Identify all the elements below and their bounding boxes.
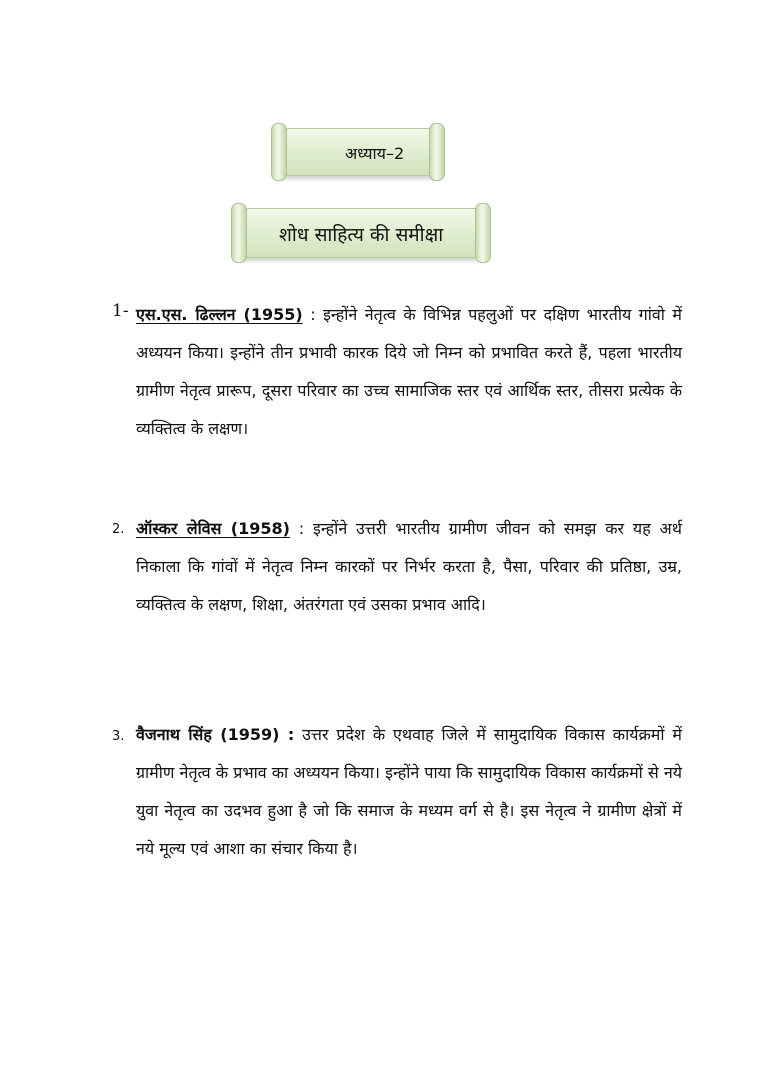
entry-text: : इन्होंने नेतृत्व के विभिन्न पहलुओं पर दक्षिण भारतीय गांवो में अध्ययन किया। इन्होंने तीन प्रभावी कारक दिये जो निम्न को प्रभावित करते हैं, पहला भारतीय ग्रामीण नेतृत्व प्रारूप, दूसरा परिवार का उच्च सामाजिक स्तर एवं आर्थिक स्तर, तीसरा प्रत्येक के व्यक्तित्व के लक्षण। xyxy=(136,305,682,438)
entry-paragraph xyxy=(136,716,682,868)
entry-text: : इन्होंने उत्तरी भारतीय ग्रामीण जीवन को समझ कर यह अर्थ निकाला कि गांवों में नेतृत्व निम्न कारकों पर निर्भर करता है, पैसा, परिवार की प्रतिष्ठा, उम्र, व्यक्तित्व के लक्षण, शिक्षा, अंतरंगता एवं उसका प्रभाव आदि। xyxy=(136,519,682,614)
entry-paragraph xyxy=(136,296,682,448)
entry-paragraph xyxy=(136,510,682,624)
chapter-label: अध्याय–2 xyxy=(345,144,405,163)
entry-number: 2. xyxy=(112,522,125,537)
entry-text: उत्तर प्रदेश के एथवाह जिले में सामुदायिक विकास कार्यक्रमों में ग्रामीण नेतृत्व के प्रभाव का अध्ययन किया। इन्होंने पाया कि सामुदायिक विकास कार्यक्रमों से नये युवा नेतृत्व का उदभव हुआ है जो कि समाज के मध्यम वर्ग से है। इस नेतृत्व ने ग्रामीण क्षेत्रों में नये मूल्य एवं आशा का संचार किया है। xyxy=(136,725,682,858)
title-banner xyxy=(238,208,484,258)
entry-number: 1- xyxy=(112,301,129,321)
chapter-banner xyxy=(278,128,438,176)
author-name: ऑस्कर लेविस (1958) xyxy=(136,519,290,538)
page-title: शोध साहित्य की समीक्षा xyxy=(279,224,444,246)
entry-number: 3. xyxy=(112,729,125,744)
author-name: एस.एस. ढिल्लन (1955) xyxy=(136,305,303,324)
author-name: वैजनाथ सिंह (1959) : xyxy=(136,725,295,744)
